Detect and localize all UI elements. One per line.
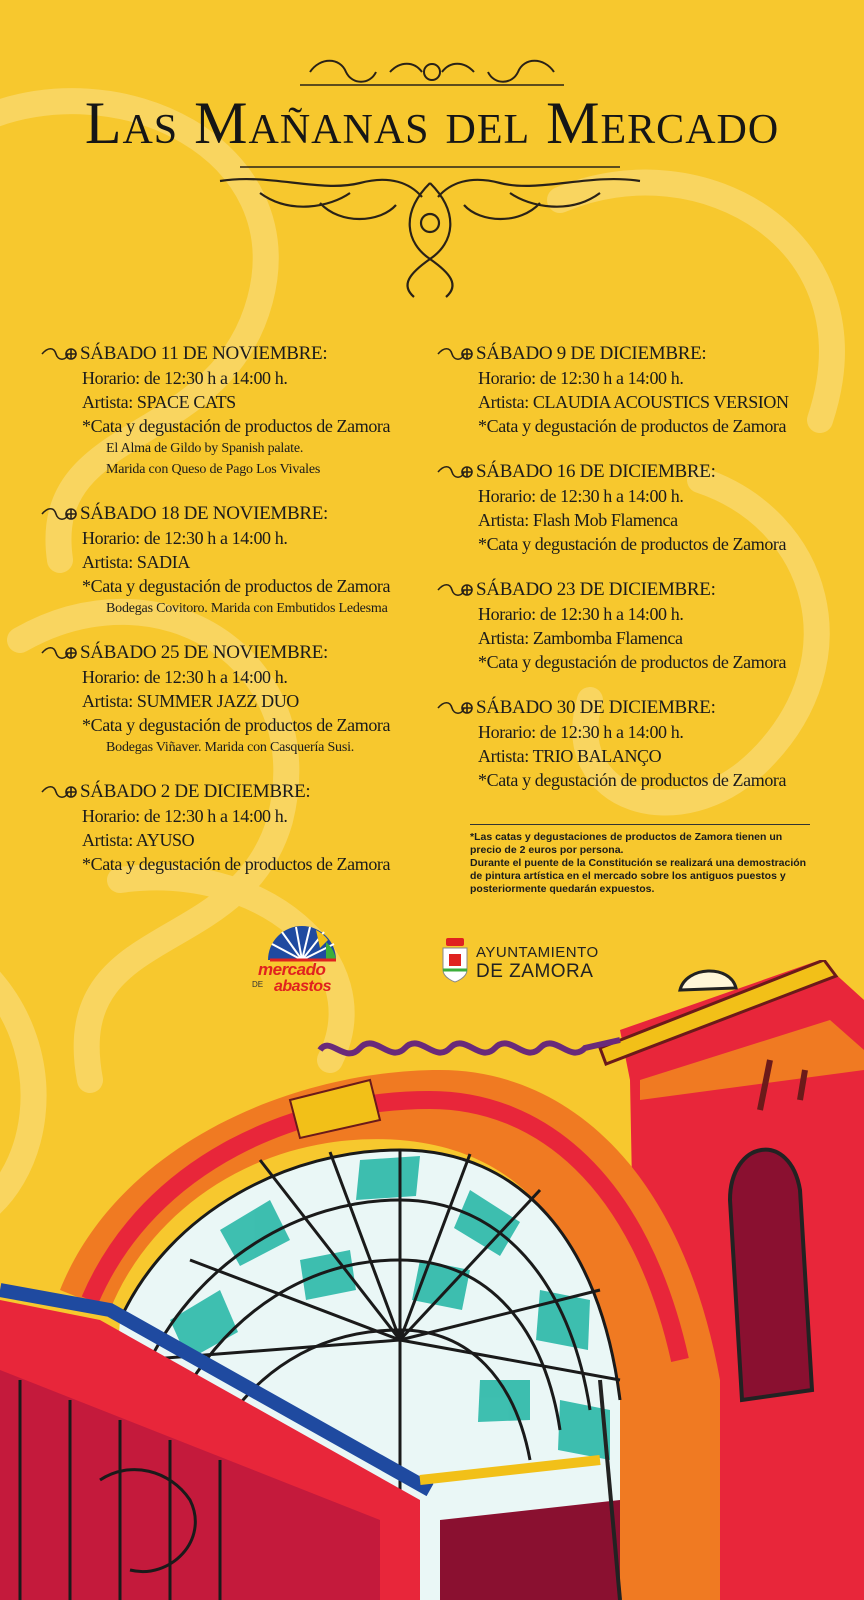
event-cata: *Cata y degustación de productos de Zamora [82,416,391,436]
event-cata: *Cata y degustación de productos de Zamora [478,770,787,790]
event-date [40,641,440,665]
event-artista: Artista: TRIO BALANÇO [478,746,662,766]
event-cata: *Cata y degustación de productos de Zamora [478,416,787,436]
event-item [40,641,440,758]
event-artista: Artista: SUMMER JAZZ DUO [82,691,299,711]
event-date [40,342,440,366]
event-extra: Marida con Queso de Pago Los Vivales [106,462,321,477]
event-date-text: SÁBADO 11 DE NOVIEMBRE: [80,343,328,364]
ayuntamiento-logo-line2: DE ZAMORA [476,961,594,982]
mercado-logo-word: mercado [258,960,326,979]
event-item [40,502,440,619]
event-artista: Artista: Flash Mob Flamenca [478,510,678,530]
event-cata: *Cata y degustación de productos de Zamora [478,534,787,554]
event-item [436,460,816,556]
title-block [0,55,864,305]
event-cata: *Cata y degustación de productos de Zamora [478,652,787,672]
event-date-text: SÁBADO 23 DE DICIEMBRE: [476,579,716,600]
event-extra: Bodegas Viñaver. Marida con Casquería Susi. [106,740,355,755]
event-extra: Bodegas Covitoro. Marida con Embutidos Ledesma [106,601,388,616]
mercado-logo-de: DE [252,980,264,989]
event-date [436,578,816,602]
event-date [436,696,816,720]
title-ornament-icon [300,55,564,89]
event-item [436,342,816,438]
event-date-text: SÁBADO 16 DE DICIEMBRE: [476,461,716,482]
event-cata: *Cata y degustación de productos de Zamora [82,854,391,874]
event-date-text: SÁBADO 9 DE DICIEMBRE: [476,343,707,364]
flourish-bullet-icon [40,644,78,662]
event-horario: Horario: de 12:30 h a 14:00 h. [478,722,684,742]
event-date [40,780,440,804]
event-horario: Horario: de 12:30 h a 14:00 h. [82,528,288,548]
mercado-logo-icon [246,922,358,962]
event-horario: Horario: de 12:30 h a 14:00 h. [478,486,684,506]
event-horario: Horario: de 12:30 h a 14:00 h. [478,368,684,388]
mercado-logo-word: abastos [274,978,331,995]
event-cata: *Cata y degustación de productos de Zamora [82,715,391,735]
events-left-column [40,342,440,898]
event-artista: Artista: SADIA [82,552,190,572]
event-date-text: SÁBADO 30 DE DICIEMBRE: [476,697,716,718]
flourish-bullet-icon [40,783,78,801]
event-artista: Artista: Zambomba Flamenca [478,628,683,648]
market-building-illustration [0,960,864,1600]
event-extra: El Alma de Gildo by Spanish palate. [106,441,304,456]
flourish-bullet-icon [40,505,78,523]
flourish-bullet-icon [436,345,474,363]
event-item [40,780,440,876]
flourish-bullet-icon [436,581,474,599]
poster-title: Las Mañanas del Mercado [84,90,780,156]
footnote-painting: Durante el puente de la Constitución se realizará una demostración de pintura artística en el mercado sobre los antiguos puestos y posteriormente quedarán expuestos. [470,857,807,895]
event-item [436,696,816,792]
event-horario: Horario: de 12:30 h a 14:00 h. [82,368,288,388]
event-artista: Artista: SPACE CATS [82,392,236,412]
flourish-bullet-icon [40,345,78,363]
event-date [436,460,816,484]
event-date-text: SÁBADO 2 DE DICIEMBRE: [80,781,311,802]
event-date [40,502,440,526]
event-horario: Horario: de 12:30 h a 14:00 h. [82,667,288,687]
event-artista: Artista: AYUSO [82,830,195,850]
flourish-bullet-icon [436,699,474,717]
event-date [436,342,816,366]
event-horario: Horario: de 12:30 h a 14:00 h. [82,806,288,826]
footnote [470,824,810,896]
event-date-text: SÁBADO 18 DE NOVIEMBRE: [80,503,329,524]
event-artista: Artista: CLAUDIA ACOUSTICS VERSION [478,392,789,412]
flourish-bullet-icon [436,463,474,481]
event-horario: Horario: de 12:30 h a 14:00 h. [478,604,684,624]
event-date-text: SÁBADO 25 DE NOVIEMBRE: [80,642,329,663]
event-cata: *Cata y degustación de productos de Zamora [82,576,391,596]
title-ornament-icon [200,163,660,303]
event-item [40,342,440,480]
ayuntamiento-logo-line1: AYUNTAMIENTO [476,944,599,961]
footnote-price: *Las catas y degustaciones de productos de Zamora tienen un precio de 2 euros por persona. [470,831,783,856]
event-item [436,578,816,674]
events-right-column [436,342,816,814]
